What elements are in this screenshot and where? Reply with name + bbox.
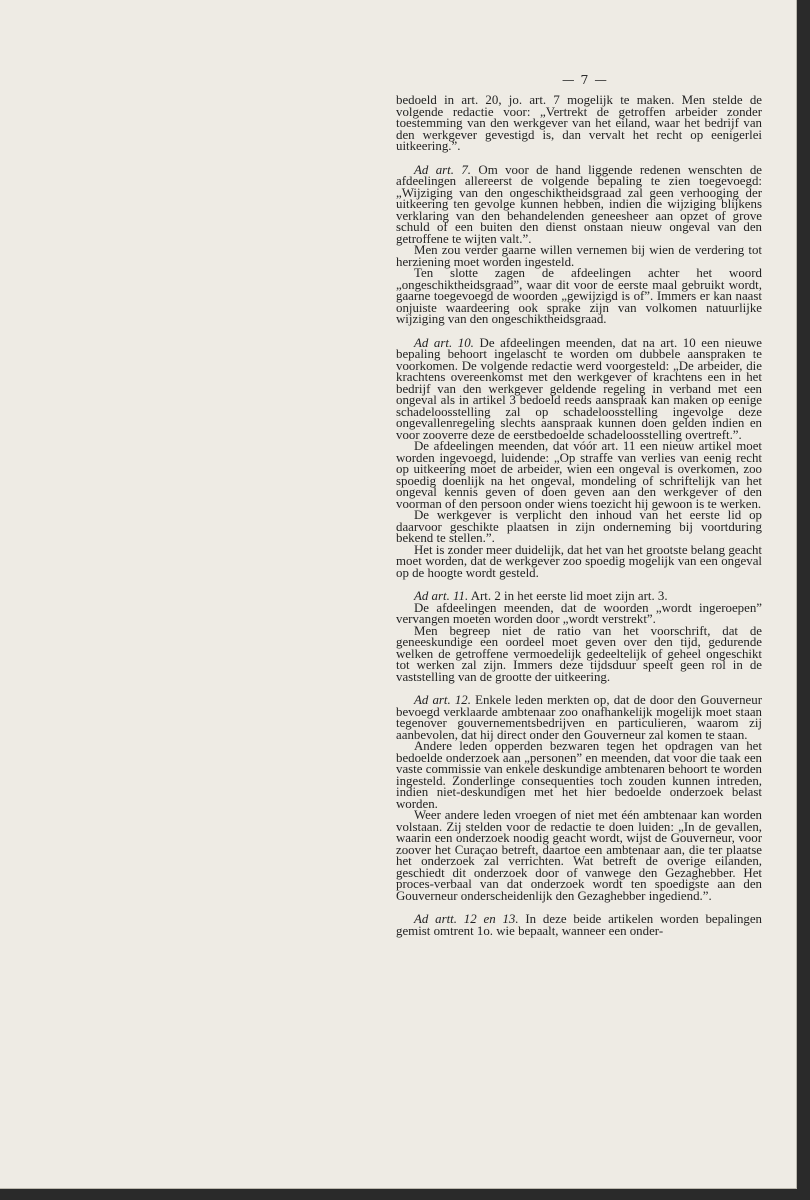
paragraph [396,441,762,510]
paragraph [396,695,762,741]
paragraph-text: Om voor de hand liggende redenen wenschten de afdeelingen allereerst de volgende bepaling te zien toegevoegd: „Wijziging van den ongeschiktheidsgraad zal geen verhooging der uitkeering ten gevolge kunnen hebben, indien die wijziging blijkens verklaring van den behandelenden geneesheer aan opzet of grove schuld of een buiten den dienst onstaan nieuw ongeval van den getroffene te wijten valt.”. [396,162,762,246]
paragraph [396,914,762,937]
paragraph [396,741,762,810]
paragraph-text: Enkele leden merkten op, dat de door den Gouverneur bevoegd verklaarde ambtenaar zoo onafhankelijk mogelijk moet staan tegenover gouvernementsbedrijven en particulieren, waarom zij aanbevolen, dat hij direct onder den Gouverneur zal komen te staan. [396,693,762,742]
paragraph [396,600,762,626]
article-heading: Ad art. 7. [414,162,472,177]
paragraph-text: bedoeld in art. 20, jo. art. 7 mogelijk te maken. Men stelde de volgende redactie voor: „Vertrekt de getroffen arbeider zonder toestemming van den werkgever van het eiland, waar het bedrijf van den werkgever gevestigd is, dan vervalt het recht op eenigerlei uitkeering.”. [396,93,762,153]
paragraph [396,623,762,684]
paragraph-text: Men begreep niet de ratio van het voorschrift, dat de geneeskundige een oordeel moet geven over den tijd, gedurende welken de getroffene vermoedelijk gedeeltelijk of geheel ongeschikt tot werken zal zijn. Immers deze tijdsduur speelt geen rol in de vaststelling van de grootte der uitkeering. [396,623,762,684]
paragraph-text: De afdeelingen meenden, dat na art. 10 een nieuwe bepaling behoort ingelascht te worden om dubbele aanspraken te voorkomen. De volgende redactie werd voorgesteld: „De arbeider, die krachtens overeenkomst met den werkgever of krachtens een in het bedrijf van den werkgever geldende regeling in verband met een ongeval als in artikel 3 bedoeld reeds aanspraak kan maken op eenige schadeloosstelling zal op schadeloosstelling ingevolge deze ongevallenregeling slechts aanspraak kunnen doen gelden indien en voor zooverre deze de eerstbedoelde schadeloosstelling overtreft.”. [396,335,762,442]
paragraph-text: Andere leden opperden bezwaren tegen het opdragen van het bedoelde onderzoek aan „personen” en meenden, dat voor die taak een vaste commissie van enkele deskundige ambtenaren behoort te worden ingesteld. Zonderlinge consequenties toch zouden kunnen intreden, indien niet-deskundigen met het hier bedoelde onderzoek belast worden. [396,739,762,811]
paragraph [396,95,762,153]
paragraph-text: Art. 2 in het eerste lid moet zijn art. 3. [468,589,668,603]
article-heading: Ad artt. 12 en 13. [414,912,519,926]
article-heading: Ad art. 10. [414,335,474,350]
text-column [396,95,762,937]
paragraph [396,510,762,545]
paragraph [396,162,762,246]
page-number: — 7 — [562,72,608,87]
paragraph-text: De afdeelingen meenden, dat de woorden „wordt ingeroepen” vervangen moeten worden door „wordt verstrekt”. [396,600,762,626]
paragraph [396,810,762,902]
paragraph-text: Ten slotte zagen de afdeelingen achter het woord „ongeschiktheidsgraad”, waar dit voor de eerste maal gebruikt wordt, gaarne toegevoegd de woorden „gewijzigd is of”. Immers er kan naast onjuiste waardeering ook sprake zijn van volkomen natuurlijke wijziging van den ongeschiktheidsgraad. [396,266,762,326]
paragraph-text: Men zou verder gaarne willen vernemen bij wien de verdering tot herziening moet worden ingesteld. [396,243,762,269]
paragraph-text: De werkgever is verplicht den inhoud van het eerste lid op daarvoor geschikte plaatsen in zijn onderneming bij voortduring bekend te stellen.”. [396,508,762,545]
paragraph-text: De afdeelingen meenden, dat vóór art. 11 een nieuw artikel moet worden ingevoegd, luidende: „Op straffe van verlies van eenig recht op uitkeering moet de arbeider, wien een ongeval is overkomen, zoo spoedig doenlijk na het ongeval, mondeling of schriftelijk van het ongeval kennis geven of doen geven aan den werkgever of den voorman of den persoon onder wiens toezicht hij gewoon is te werken. [396,439,762,511]
paragraph-text: Het is zonder meer duidelijk, dat het van het grootste belang geacht moet worden, dat de werkgever zoo spoedig mogelijk van een ongeval op de hoogte wordt gesteld. [396,542,762,580]
paragraph [396,245,762,268]
paragraph-text: In deze beide artikelen worden bepalingen gemist omtrent 1o. wie bepaalt, wanneer een onder- [396,912,762,938]
article-heading: Ad art. 11. [414,589,469,603]
paragraph [396,335,762,442]
paragraph [396,542,762,580]
article-heading: Ad art. 12. [414,693,471,707]
paragraph [396,268,762,326]
paragraph-text: Weer andere leden vroegen of niet met één ambtenaar kan worden volstaan. Zij stelden voor de redactie te doen luiden: „In de gevallen, waarin een onderzoek noodig geacht wordt, wijst de Gouverneur, voor zoover het Curaçao betreft, daartoe een ambtenaar aan, die ter plaatse het onderzoek zal verrichten. Wat betreft de overige eilanden, geschiedt dit onderzoek door of vanwege den Gezaghebber. Het proces-verbaal van dat onderzoek wordt ten spoedigste aan den Gouverneur onderscheidenlijk den Gezaghebber ingediend.”. [396,808,762,903]
